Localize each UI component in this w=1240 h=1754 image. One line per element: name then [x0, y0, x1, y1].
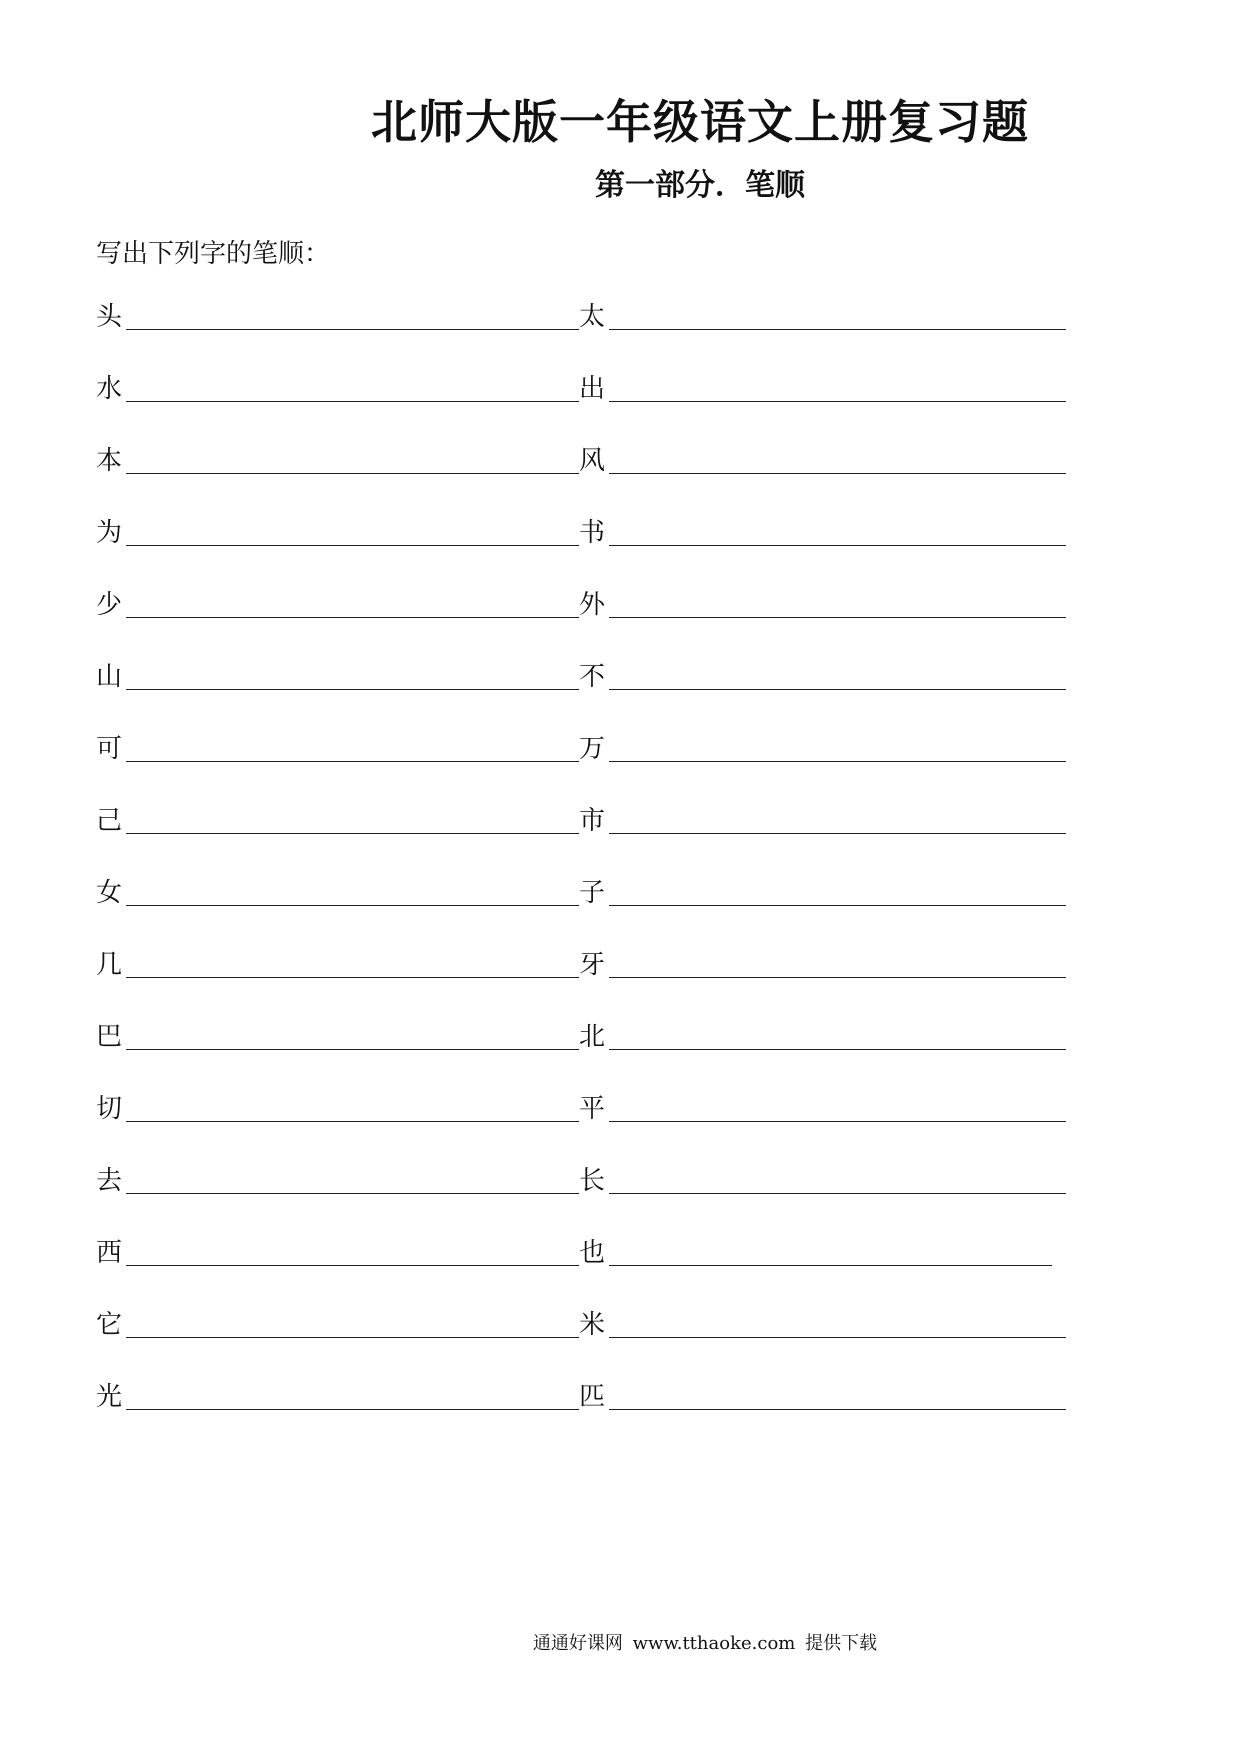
exercise-character: 匹: [579, 1382, 606, 1412]
exercise-character: 北: [579, 1022, 606, 1052]
exercise-item-left: [96, 1380, 579, 1424]
exercise-character: 平: [579, 1094, 606, 1124]
answer-blank-line[interactable]: [609, 1265, 1052, 1266]
exercise-row: [96, 588, 1066, 632]
exercise-character: 几: [96, 950, 123, 980]
exercise-item-right: [579, 372, 1066, 416]
answer-blank-line[interactable]: [126, 1049, 579, 1050]
exercise-item-left: [96, 588, 579, 632]
answer-blank-line[interactable]: [609, 1049, 1066, 1050]
exercise-item-right: [579, 1380, 1066, 1424]
exercise-item-right: [579, 876, 1066, 920]
exercise-character: 子: [579, 878, 606, 908]
answer-blank-line[interactable]: [126, 545, 579, 546]
answer-blank-line[interactable]: [609, 473, 1066, 474]
exercise-character: 切: [96, 1094, 123, 1124]
exercise-character: 牙: [579, 950, 606, 980]
exercise-row: [96, 444, 1066, 488]
exercise-character: 西: [96, 1238, 123, 1268]
exercise-character: 米: [579, 1310, 606, 1340]
page-title: 北师大版一年级语文上册复习题: [371, 95, 1029, 149]
exercise-item-right: [579, 804, 1066, 848]
answer-blank-line[interactable]: [126, 1121, 579, 1122]
answer-blank-line[interactable]: [609, 617, 1066, 618]
exercise-character: 己: [96, 806, 123, 836]
exercise-item-left: [96, 732, 579, 776]
exercise-character: 不: [579, 662, 606, 692]
answer-blank-line[interactable]: [609, 1409, 1066, 1410]
answer-blank-line[interactable]: [126, 473, 579, 474]
footer-text: 通通好课网 www.tthaoke.com 提供下载: [532, 1633, 878, 1654]
answer-blank-line[interactable]: [609, 689, 1066, 690]
exercise-item-left: [96, 1164, 579, 1208]
exercise-item-right: [579, 444, 1066, 488]
exercise-character: 也: [579, 1238, 606, 1268]
exercise-row: [96, 516, 1066, 560]
answer-blank-line[interactable]: [126, 689, 579, 690]
exercise-row: [96, 660, 1066, 704]
exercise-item-left: [96, 516, 579, 560]
exercise-character: 去: [96, 1166, 123, 1196]
exercise-item-left: [96, 660, 579, 704]
exercise-character: 风: [579, 446, 606, 476]
exercise-row: [96, 1380, 1066, 1424]
answer-blank-line[interactable]: [126, 977, 579, 978]
exercise-character: 外: [579, 590, 606, 620]
exercise-item-left: [96, 804, 579, 848]
exercise-row: [96, 876, 1066, 920]
exercise-item-right: [579, 1308, 1066, 1352]
answer-blank-line[interactable]: [126, 617, 579, 618]
answer-blank-line[interactable]: [126, 905, 579, 906]
exercise-row: [96, 1164, 1066, 1208]
exercise-item-left: [96, 948, 579, 992]
answer-blank-line[interactable]: [609, 401, 1066, 402]
exercise-row: [96, 300, 1066, 344]
answer-blank-line[interactable]: [609, 1121, 1066, 1122]
answer-blank-line[interactable]: [126, 401, 579, 402]
exercise-item-right: [579, 588, 1066, 632]
exercise-row: [96, 1092, 1066, 1136]
exercise-item-left: [96, 300, 579, 344]
exercise-item-right: [579, 1092, 1066, 1136]
exercise-character: 万: [579, 734, 606, 764]
exercise-character: 水: [96, 374, 123, 404]
answer-blank-line[interactable]: [609, 977, 1066, 978]
exercise-row: [96, 804, 1066, 848]
exercise-item-right: [579, 1164, 1066, 1208]
answer-blank-line[interactable]: [126, 833, 579, 834]
exercise-character: 它: [96, 1310, 123, 1340]
exercise-item-left: [96, 1236, 579, 1280]
exercise-row: [96, 1308, 1066, 1352]
exercise-character: 头: [96, 302, 123, 332]
exercise-item-left: [96, 876, 579, 920]
answer-blank-line[interactable]: [126, 1409, 579, 1410]
answer-blank-line[interactable]: [609, 833, 1066, 834]
exercise-item-left: [96, 1308, 579, 1352]
exercise-character: 少: [96, 590, 123, 620]
exercise-character: 市: [579, 806, 606, 836]
answer-blank-line[interactable]: [126, 1337, 579, 1338]
exercise-item-left: [96, 1020, 579, 1064]
exercise-character: 可: [96, 734, 123, 764]
exercise-character: 太: [579, 302, 606, 332]
exercise-item-right: [579, 732, 1066, 776]
exercise-item-right: [579, 300, 1066, 344]
exercise-row: [96, 1236, 1066, 1280]
exercise-character: 女: [96, 878, 123, 908]
answer-blank-line[interactable]: [609, 545, 1066, 546]
exercise-character: 长: [579, 1166, 606, 1196]
answer-blank-line[interactable]: [609, 1193, 1066, 1194]
exercise-row: [96, 948, 1066, 992]
exercise-item-right: [579, 948, 1066, 992]
answer-blank-line[interactable]: [126, 1193, 579, 1194]
exercise-item-left: [96, 444, 579, 488]
answer-blank-line[interactable]: [609, 1337, 1066, 1338]
exercise-row: [96, 372, 1066, 416]
exercise-item-right: [579, 516, 1066, 560]
exercise-item-right: [579, 1020, 1066, 1064]
answer-blank-line[interactable]: [126, 761, 579, 762]
exercise-row: [96, 732, 1066, 776]
exercise-character: 山: [96, 662, 123, 692]
exercise-row: [96, 1020, 1066, 1064]
instruction-text: 写出下列字的笔顺：: [96, 239, 331, 269]
answer-blank-line[interactable]: [126, 1265, 579, 1266]
exercise-character: 本: [96, 446, 123, 476]
exercise-character: 出: [579, 374, 606, 404]
exercise-character: 为: [96, 518, 123, 548]
exercise-character: 光: [96, 1382, 123, 1412]
exercise-item-left: [96, 372, 579, 416]
answer-blank-line[interactable]: [126, 329, 579, 330]
answer-blank-line[interactable]: [609, 905, 1066, 906]
section-title: 第一部分．笔顺: [595, 168, 805, 203]
exercise-item-left: [96, 1092, 579, 1136]
exercise-character: 巴: [96, 1022, 123, 1052]
exercise-item-right: [579, 1236, 1052, 1280]
answer-blank-line[interactable]: [609, 761, 1066, 762]
exercise-character: 书: [579, 518, 606, 548]
answer-blank-line[interactable]: [609, 329, 1066, 330]
exercise-item-right: [579, 660, 1066, 704]
